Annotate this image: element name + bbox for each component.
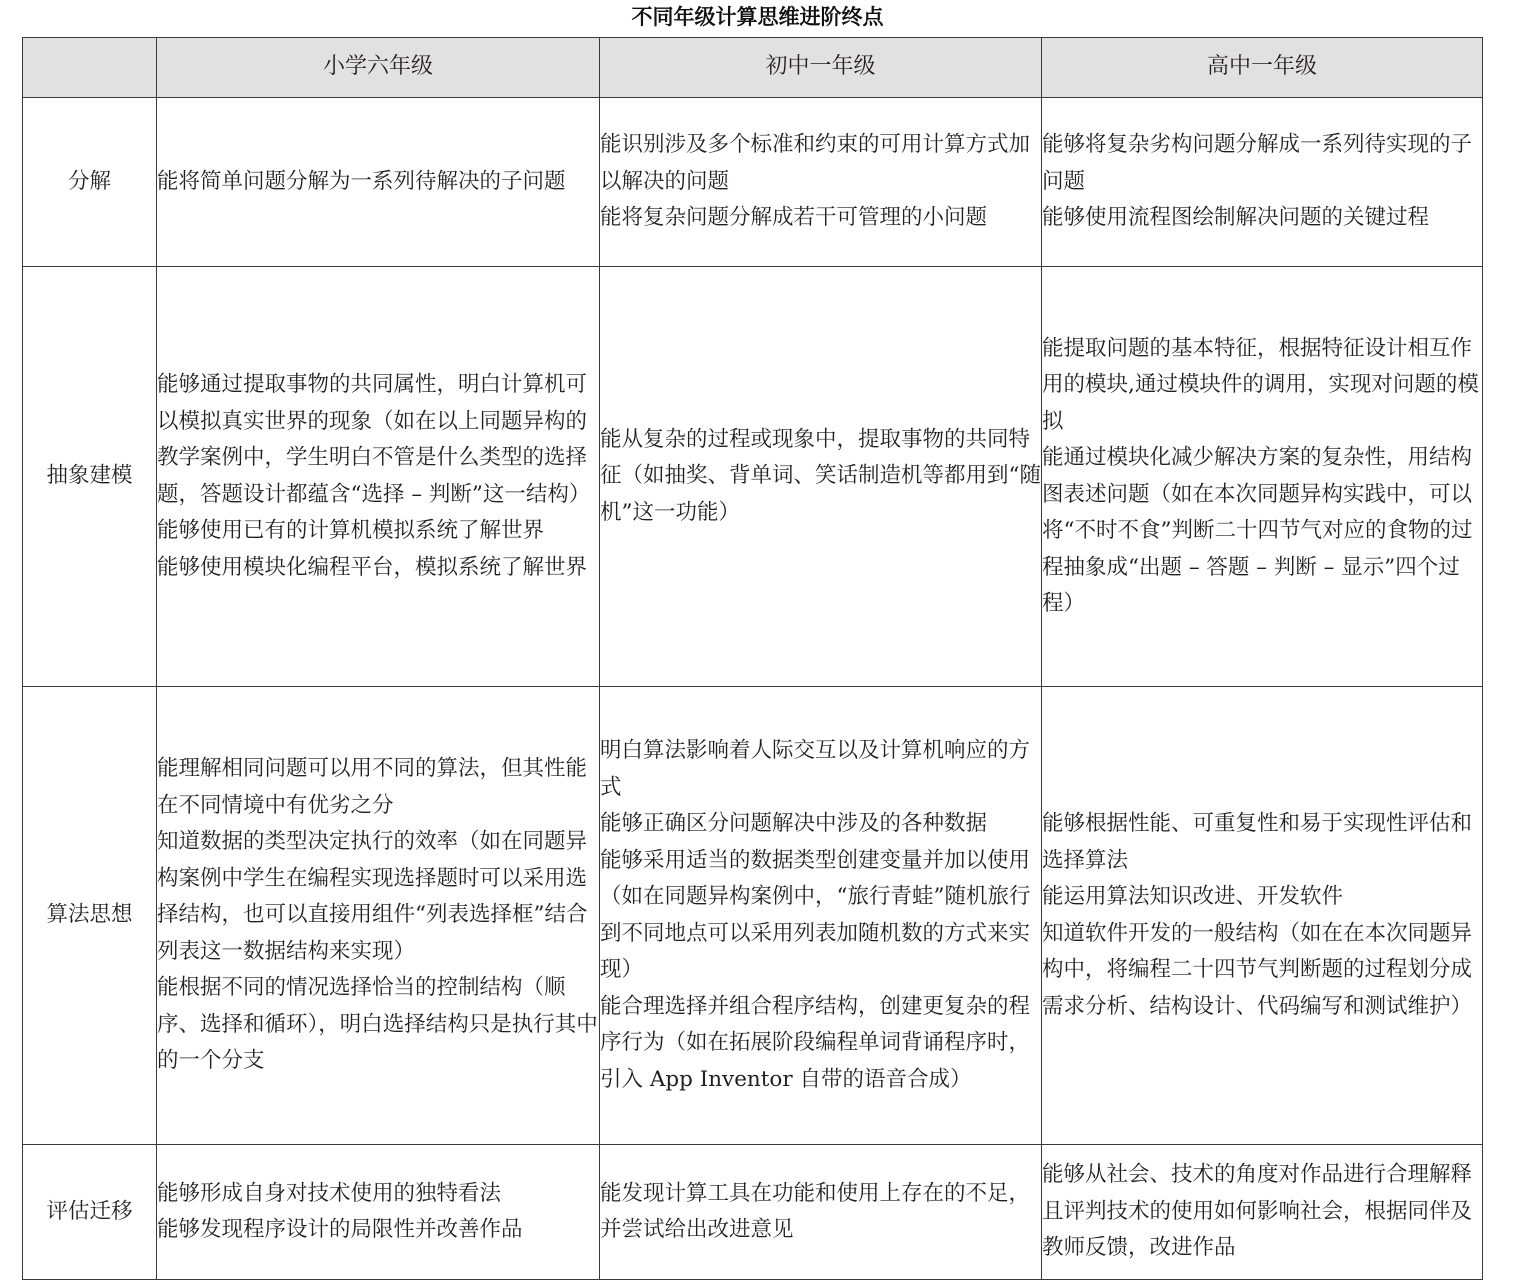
cell-line: 能够从社会、技术的角度对作品进行合理解释且评判技术的使用如何影响社会，根据同伴及教师反馈，改进作品: [1042, 1162, 1473, 1261]
comparison-table: [22, 37, 1483, 1280]
cell-line: 能理解相同问题可以用不同的算法，但其性能在不同情境中有优劣之分: [157, 756, 588, 818]
cell-line: 能通过模块化减少解决方案的复杂性，用结构图表述问题（如在本次同题异构实践中，可以将“不时不食”判断二十四节气对应的食物的过程抽象成“出题 – 答题 – 判断 – 显示”四个过程）: [1042, 445, 1473, 616]
table-cell: [600, 267, 1042, 687]
cell-line: 能够通过提取事物的共同属性，明白计算机可以模拟真实世界的现象（如在以上同题异构的教学案例中，学生明白不管是什么类型的选择题，答题设计都蕴含“选择 – 判断”这一结构）: [157, 372, 591, 507]
cell-line: 能从复杂的过程或现象中，提取事物的共同特征（如抽奖、背单词、笑话制造机等都用到“随机”这一功能）: [600, 426, 1041, 525]
cell-line: 能合理选择并组合程序结构，创建更复杂的程序行为（如在拓展阶段编程单词背诵程序时，引入 App Inventor 自带的语音合成）: [600, 993, 1031, 1092]
cell-line: 明白算法影响着人际交互以及计算机响应的方式: [600, 738, 1031, 800]
cell-line: 知道软件开发的一般结构（如在在本次同题异构中，将编程二十四节气判断题的过程划分成需求分析、结构设计、代码编写和测试维护）: [1042, 920, 1473, 1019]
table-title: 不同年级计算思维进阶终点: [631, 5, 884, 29]
table-cell: [1042, 1145, 1483, 1280]
table-cell: [600, 1145, 1042, 1280]
table-cell: [600, 687, 1042, 1145]
cell-line: 知道数据的类型决定执行的效率（如在同题异构案例中学生在编程实现选择题时可以采用选择结构，也可以直接用组件“列表选择框”结合列表这一数据结构来实现）: [157, 829, 588, 964]
table-cell: [1042, 98, 1483, 267]
cell-line: 能够使用模块化编程平台，模拟系统了解世界: [157, 554, 588, 580]
table-cell: [157, 267, 600, 687]
row-label: 分解: [23, 98, 157, 267]
table-cell: [1042, 687, 1483, 1145]
row-label: 算法思想: [23, 687, 157, 1145]
table-row: [23, 687, 1483, 1145]
cell-line: 能识别涉及多个标准和约束的可用计算方式加以解决的问题: [600, 132, 1031, 194]
cell-line: 能根据不同的情况选择恰当的控制结构（顺序、选择和循环），明白选择结构只是执行其中的一个分支: [157, 975, 598, 1074]
table-row: [23, 98, 1483, 267]
cell-line: 能够发现程序设计的局限性并改善作品: [157, 1217, 523, 1242]
cell-line: 能将简单问题分解为一系列待解决的子问题: [157, 168, 566, 194]
header-corner: [23, 38, 157, 98]
table-cell: [1042, 267, 1483, 687]
row-label: 抽象建模: [23, 267, 157, 687]
cell-line: 能够根据性能、可重复性和易于实现性评估和选择算法: [1042, 811, 1473, 873]
header-row: [23, 38, 1483, 98]
table-row: [23, 1145, 1483, 1280]
header-grade-7: 初中一年级: [600, 38, 1042, 98]
cell-line: 能够形成自身对技术使用的独特看法: [157, 1180, 502, 1206]
table-cell: [157, 98, 600, 267]
table-row: [23, 267, 1483, 687]
cell-line: 能够采用适当的数据类型创建变量并加以使用（如在同题异构案例中，“旅行青蛙”随机旅行到不同地点可以采用列表加随机数的方式来实现）: [600, 847, 1031, 982]
cell-line: 能够使用流程图绘制解决问题的关键过程: [1042, 205, 1430, 231]
cell-line: 能将复杂问题分解成若干可管理的小问题: [600, 205, 988, 231]
cell-line: 能运用算法知识改进、开发软件: [1042, 884, 1344, 909]
row-label: 评估迁移: [23, 1145, 157, 1280]
cell-line: 能发现计算工具在功能和使用上存在的不足，并尝试给出改进意见: [600, 1180, 1031, 1242]
cell-line: 能够使用已有的计算机模拟系统了解世界: [157, 518, 545, 543]
header-grade-6: 小学六年级: [157, 38, 600, 98]
table-cell: [600, 98, 1042, 267]
table-cell: [157, 1145, 600, 1280]
table-cell: [157, 687, 600, 1145]
cell-line: 能提取问题的基本特征，根据特征设计相互作用的模块,通过模块件的调用，实现对问题的模拟: [1042, 335, 1479, 434]
cell-line: 能够正确区分问题解决中涉及的各种数据: [600, 811, 988, 836]
header-grade-10: 高中一年级: [1042, 38, 1483, 98]
cell-line: 能够将复杂劣构问题分解成一系列待实现的子问题: [1042, 132, 1473, 194]
